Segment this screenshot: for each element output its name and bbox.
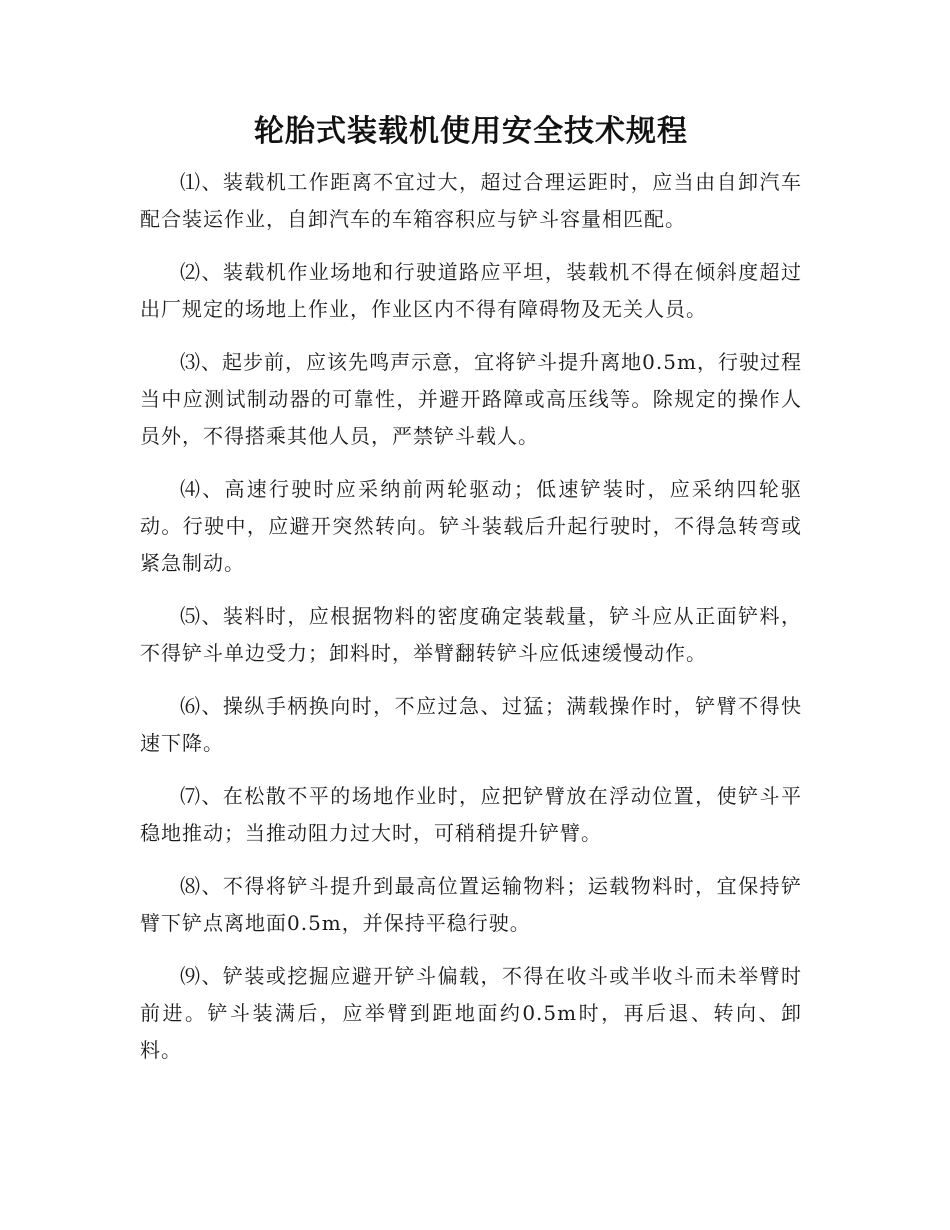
clause-item-7: ⑺、在松散不平的场地作业时，应把铲臂放在浮动位置，使铲斗平稳地推动；当推动阻力过大时，可稍稍提升铲臂。: [140, 784, 802, 845]
clause-item-2: ⑵、装载机作业场地和行驶道路应平坦，装载机不得在倾斜度超过出厂规定的场地上作业，作业区内不得有障碍物及无关人员。: [140, 260, 802, 321]
document-title: 轮胎式装载机使用安全技术规程: [254, 114, 688, 149]
clause-item-1: ⑴、装载机工作距离不宜过大，超过合理运距时，应当由自卸汽车配合装运作业，自卸汽车的车箱容积应与铲斗容量相匹配。: [140, 170, 802, 231]
clause-item-5: ⑸、装料时，应根据物料的密度确定装载量，铲斗应从正面铲料，不得铲斗单边受力；卸料时，举臂翻转铲斗应低速缓慢动作。: [140, 604, 802, 665]
clause-item-3: ⑶、起步前，应该先鸣声示意，宜将铲斗提升离地0.5m，行驶过程当中应测试制动器的可靠性，并避开路障或高压线等。除规定的操作人员外，不得搭乘其他人员，严禁铲斗载人。: [140, 350, 802, 448]
clause-item-8: ⑻、不得将铲斗提升到最高位置运输物料；运载物料时，宜保持铲臂下铲点离地面0.5m，并保持平稳行驶。: [140, 874, 802, 935]
clause-list: [140, 164, 802, 1069]
clause-item-9: ⑼、铲装或挖掘应避开铲斗偏载，不得在收斗或半收斗而未举臂时前进。铲斗装满后，应举臂到距地面约0.5m时，再后退、转向、卸料。: [140, 964, 802, 1062]
clause-item-6: ⑹、操纵手柄换向时，不应过急、过猛；满载操作时，铲臂不得快速下降。: [140, 694, 802, 755]
clause-item-4: ⑷、高速行驶时应采纳前两轮驱动；低速铲装时，应采纳四轮驱动。行驶中，应避开突然转向。铲斗装载后升起行驶时，不得急转弯或紧急制动。: [140, 477, 802, 575]
